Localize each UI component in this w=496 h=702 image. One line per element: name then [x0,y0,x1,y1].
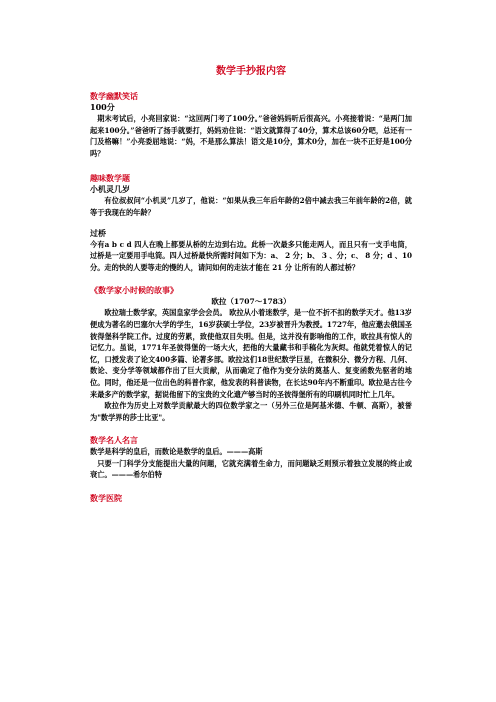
page-title: 数学手抄报内容 [216,66,286,77]
quotes-heading: 数学名人名言 [90,435,138,446]
quote-hilbert: 只要一门科学分支能提出大量的问题，它就充满着生命力，而问题缺乏则预示着独立发展的终止或衰亡。———希尔伯特 [90,458,412,480]
quote-gauss: 数学是科学的皇后，而数论是数学的皇后。———高斯 [90,447,263,457]
story-paragraph-1: 欧拉瑞士数学家，英国皇家学会会员。 欧拉从小着迷数学，是一位不折不扣的数学天才。他13岁便成为著名的巴塞尔大学的学生，16岁获硕士学位，23岁被晋升为教授。1727年，他应邀去俄国圣彼得堡科学院工作。过度的劳累，致使他双目失明。但是，这并没有影响他的工作，欧拉具有惊人的记忆力。虽说，1771年圣彼得堡的一场大火，把他的大量藏书和手稿化为灰烬。他就凭着惊人的记忆，口授发表了论文400多篇、论著多部。欧拉这们18世纪数学巨星，在微积分、微分方程、几何、数论、变分学等领域都作出了巨大贡献，从而确定了他作为变分法的奠基人、复变函数先驱者的地位。同时，他还是一位出色的科普作家，他发表的科普读物，在长达90年内不断重印。欧拉是古往今来最多产的数学家，据说他留下的宝贵的文化遗产够当时的圣彼得堡所有的印刷机同时忙上几年。 [90,308,412,399]
story-subtitle: 欧拉（1707～1783） [211,297,291,307]
puzzle-age-title: 小机灵几岁 [90,184,130,195]
humor-subtitle: 100分 [90,102,115,112]
story-paragraph-2: 欧拉作为历史上对数学贡献最大的四位数学家之一（另外三位是阿基米德、牛顿、高斯），被誉为"数学界的莎士比亚"。 [90,401,412,422]
puzzle-bridge-text: 今有a b c d 四人在晚上都要从桥的左边到右边。此桥一次最多只能走两人，而且只有一支手电筒，过桥是一定要用手电筒。四人过桥最快所需时间如下为：a、 2 分；b、 3 、分；c、 8 分；d 、10 分。走的快的人要等走的慢的人，请问如何的走法才能在 21 分 让所有的人都过桥？ [90,239,412,272]
puzzle-age-text: 有位叔叔问“小机灵”几岁了，他说：“如果从我三年后年龄的2倍中减去我三年前年龄的2倍，就等于我现在的年龄？ [90,196,412,217]
story-heading: 《数学家小时候的故事》 [90,285,178,296]
humor-heading: 数学幽默笑话 [90,91,138,101]
humor-text: 期末考试后，小亮回家说：“这回两门考了100分。”爸爸妈妈听后很高兴。小亮接着说：“是两门加起来100分。”爸爸听了扬手就要打，妈妈劝住说：“语文就算得了40分，算术总该60分吧，总还有一门及格嘛！”小亮委屈地说：“妈，不是那么算法！语文是10分，算术0分，加在一块不正好是100分吗？ [90,114,412,158]
hospital-heading: 数学医院 [90,493,122,504]
puzzles-heading: 趣味数学题 [90,173,130,184]
puzzle-bridge-title: 过桥 [90,227,106,238]
document-page [90,66,412,504]
